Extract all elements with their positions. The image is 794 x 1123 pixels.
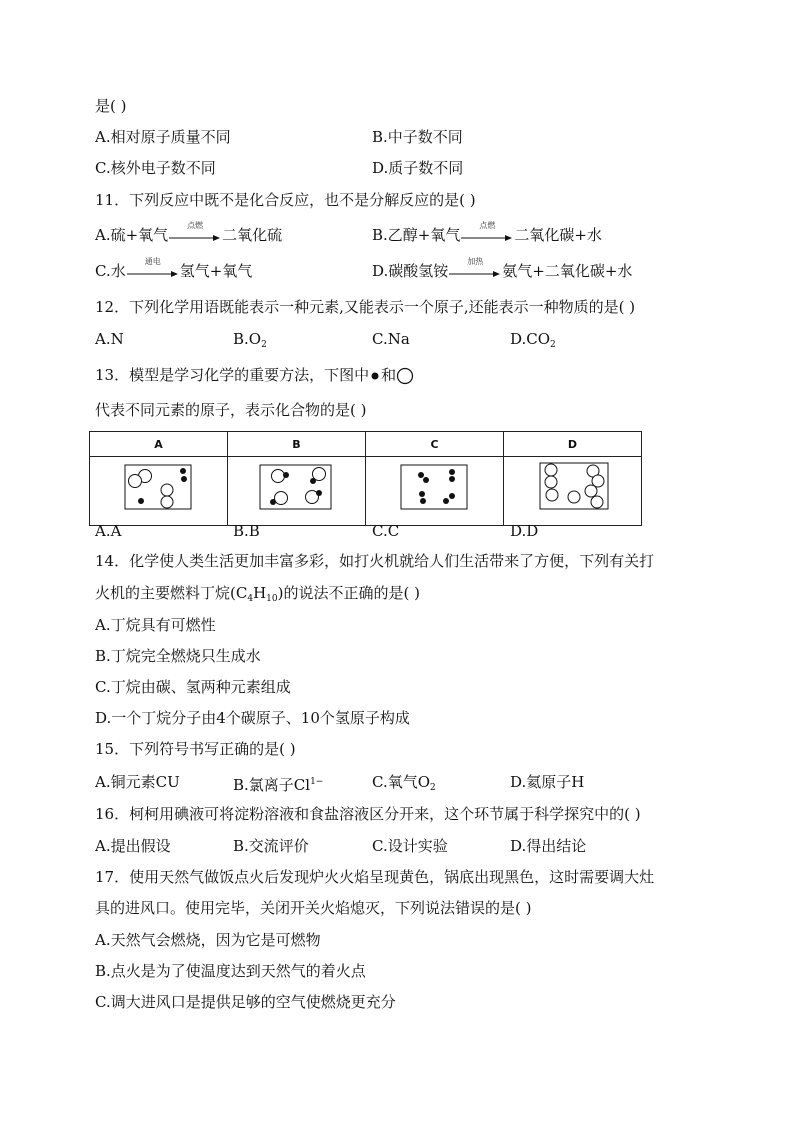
model-b-diagram [228, 457, 365, 521]
option-text: B.氯离子 [233, 776, 294, 794]
q16-option-d[interactable]: D.得出结论 [510, 837, 587, 855]
q13-option-a[interactable]: A.A [95, 522, 122, 540]
q11-option-c[interactable] [95, 257, 253, 281]
option-letter: D. [510, 330, 527, 348]
q11-d-reactants: D.碳酸氢铵 [372, 262, 449, 280]
q11-b-products: 二氧化碳+水 [514, 226, 602, 244]
q15-option-a[interactable]: A.铜元素CU [95, 773, 180, 791]
reaction-arrow-icon [127, 257, 179, 278]
q10-option-d[interactable]: D.质子数不同 [372, 159, 464, 177]
formula: Cl [293, 776, 311, 794]
q13-stem-line2: 代表不同元素的原子，表示化合物的是( ) [95, 401, 367, 419]
q13-stem [95, 365, 416, 385]
q12-option-c[interactable]: C.Na [372, 330, 410, 348]
q11-a-reactants: A.硫+氧气 [95, 226, 169, 244]
model-d-diagram [504, 457, 641, 521]
q13-option-c[interactable]: C.C [372, 522, 400, 540]
q11-d-products: 氨气+二氧化碳+水 [502, 262, 633, 280]
q12-option-a[interactable]: A.N [95, 330, 124, 348]
formula: C [235, 584, 248, 602]
q14-stem-text: )的说法不正确的是( ) [277, 584, 420, 602]
q17-option-c[interactable]: C.调大进风口是提供足够的空气使燃烧更充分 [95, 993, 396, 1011]
reaction-arrow-icon [461, 221, 513, 242]
subscript: 10 [266, 594, 278, 604]
q15-option-c[interactable] [372, 772, 436, 798]
q12-option-d[interactable] [510, 329, 556, 355]
q10-stem-tail: 是( ) [95, 97, 127, 115]
subscript: 2 [261, 340, 267, 350]
table-header-d: D [504, 432, 642, 457]
reaction-condition: 加热 [467, 257, 484, 266]
q16-option-a[interactable]: A.提出假设 [95, 837, 171, 855]
q14-option-b[interactable]: B.丁烷完全燃烧只生成水 [95, 647, 261, 665]
q14-option-d[interactable]: D.一个丁烷分子由4个碳原子、10个氢原子构成 [95, 709, 410, 727]
table-header-a: A [90, 432, 228, 457]
q13-option-b[interactable]: B.B [233, 522, 260, 540]
q12-stem: 12．下列化学用语既能表示一种元素,又能表示一个原子,还能表示一种物质的是( ) [95, 298, 636, 316]
q10-option-a[interactable]: A.相对原子质量不同 [95, 128, 231, 146]
model-c [366, 457, 504, 526]
q14-stem-line2 [95, 583, 420, 609]
white-atom-icon [396, 367, 416, 385]
q12-option-b[interactable] [233, 329, 267, 355]
q13-stem-text: 13．模型是学习化学的重要方法，下图中 [95, 366, 370, 384]
q13-stem-and: 和 [381, 366, 397, 384]
q17-option-b[interactable]: B.点火是为了使温度达到天然气的着火点 [95, 962, 366, 980]
q11-b-reactants: B.乙醇+氧气 [372, 226, 461, 244]
q15-option-b[interactable] [233, 772, 323, 795]
subscript: 4 [247, 594, 254, 604]
q14-option-a[interactable]: A.丁烷具有可燃性 [95, 616, 216, 634]
reaction-condition: 通电 [144, 257, 161, 266]
model-c-diagram [366, 457, 503, 521]
q10-option-b[interactable]: B.中子数不同 [372, 128, 463, 146]
q15-stem: 15．下列符号书写正确的是( ) [95, 740, 296, 758]
subscript: 2 [430, 783, 436, 793]
black-atom-icon [369, 370, 381, 382]
q14-option-c[interactable]: C.丁烷由碳、氢两种元素组成 [95, 678, 291, 696]
reaction-arrow-icon [449, 257, 501, 278]
model-a [90, 457, 228, 526]
reaction-condition: 点燃 [187, 221, 204, 230]
formula: O [417, 773, 431, 791]
q13-option-d[interactable]: D.D [510, 522, 539, 540]
formula: H [253, 584, 267, 602]
superscript: 1− [310, 777, 324, 787]
formula: O [248, 330, 262, 348]
q14-stem-line1: 14．化学使人类生活更加丰富多彩，如打火机就给人们生活带来了方便，下列有关打 [95, 552, 655, 570]
table-header-b: B [228, 432, 366, 457]
option-text: C.氧气 [372, 773, 418, 791]
formula: CO [526, 330, 551, 348]
q11-a-products: 二氧化硫 [222, 226, 283, 244]
model-d [504, 457, 642, 526]
q17-stem-line2: 具的进风口。使用完毕，关闭开关火焰熄灭，下列说法错误的是( ) [95, 899, 532, 917]
table-header-c: C [366, 432, 504, 457]
q11-option-d[interactable] [372, 257, 633, 281]
model-b [228, 457, 366, 526]
subscript: 2 [550, 340, 556, 350]
option-letter: B. [233, 330, 249, 348]
q11-c-products: 氢气+氧气 [179, 262, 253, 280]
q16-option-b[interactable]: B.交流评价 [233, 837, 309, 855]
q16-option-c[interactable]: C.设计实验 [372, 837, 448, 855]
q17-option-a[interactable]: A.天然气会燃烧，因为它是可燃物 [95, 931, 321, 949]
reaction-condition: 点燃 [479, 221, 496, 230]
model-a-diagram [90, 457, 227, 521]
q11-option-b[interactable] [372, 221, 602, 245]
q16-stem: 16．柯柯用碘液可将淀粉溶液和食盐溶液区分开来，这个环节属于科学探究中的( ) [95, 805, 641, 823]
q15-option-d[interactable]: D.氦原子H [510, 773, 585, 791]
q17-stem-line1: 17．使用天然气做饭点火后发现炉火火焰呈现黄色，锅底出现黑色，这时需要调大灶 [95, 868, 655, 886]
reaction-arrow-icon [169, 221, 221, 242]
molecule-model-table [89, 431, 642, 526]
q11-c-reactants: C.水 [95, 262, 126, 280]
q11-option-a[interactable] [95, 221, 283, 245]
q11-stem: 11．下列反应中既不是化合反应，也不是分解反应的是( ) [95, 191, 476, 209]
q10-option-c[interactable]: C.核外电子数不同 [95, 159, 216, 177]
q14-stem-text: 火机的主要燃料丁烷( [95, 584, 236, 602]
